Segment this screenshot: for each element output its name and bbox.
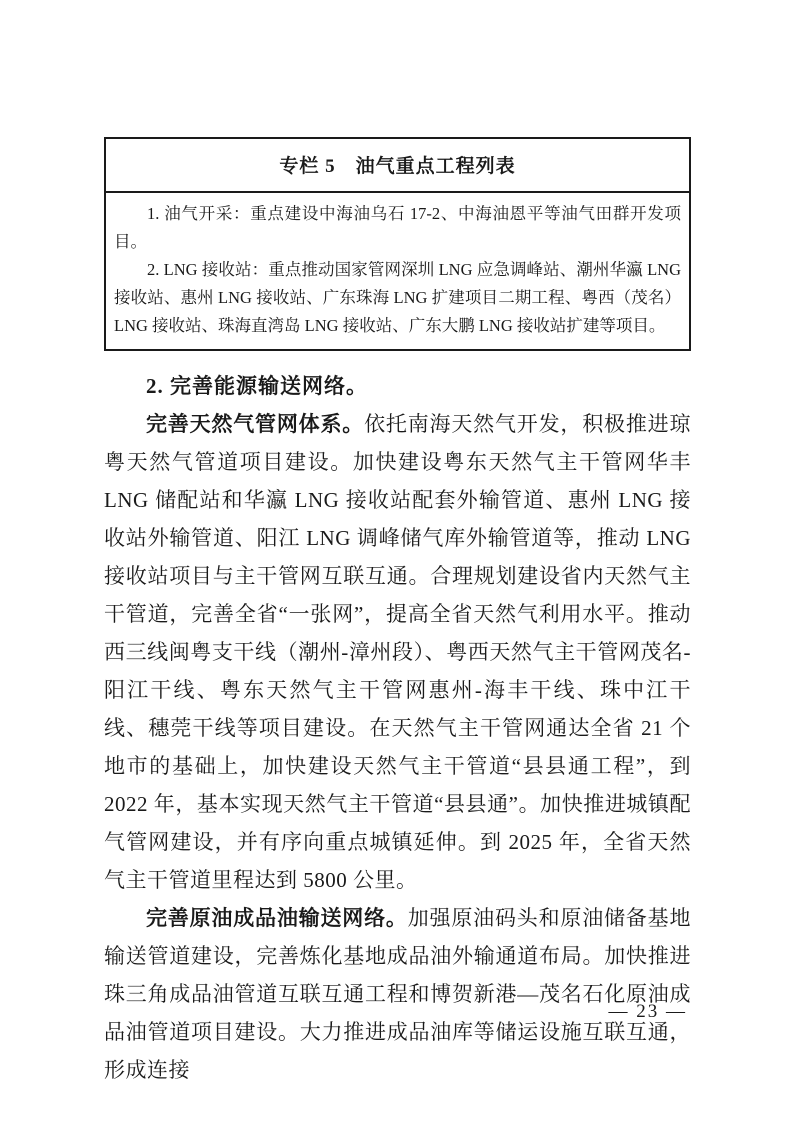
paragraph-lead-gas-pipeline: 完善天然气管网体系。 xyxy=(146,412,365,436)
body-text xyxy=(104,367,691,1089)
paragraph-lead-oil-products: 完善原油成品油输送网络。 xyxy=(146,906,408,930)
callout-box-body xyxy=(106,193,689,349)
callout-item-oil-gas-extraction: 1. 油气开采：重点建设中海油乌石 17-2、中海油恩平等油气田群开发项目。 xyxy=(114,204,681,251)
page-number: — 23 — xyxy=(608,1001,687,1022)
callout-box-title: 专栏 5 油气重点工程列表 xyxy=(106,139,689,193)
section-heading-energy-transmission: 2. 完善能源输送网络。 xyxy=(146,374,368,398)
callout-item-lng-terminals: 2. LNG 接收站：重点推动国家管网深圳 LNG 应急调峰站、潮州华瀛 LNG 接收站、惠州 LNG 接收站、广东珠海 LNG 扩建项目二期工程、粤西（茂名）LNG 接收站、珠海直湾岛 LNG 接收站、广东大鹏 LNG 接收站扩建等项目。 xyxy=(114,260,681,335)
paragraph-gas-pipeline-network xyxy=(104,405,691,899)
paragraph-oil-products-network xyxy=(104,899,691,1089)
page-content xyxy=(104,137,691,1089)
paragraph-text-gas-pipeline: 依托南海天然气开发，积极推进琼粤天然气管道项目建设。加快建设粤东天然气主干管网华丰 LNG 储配站和华瀛 LNG 接收站配套外输管道、惠州 LNG 接收站外输管道、阳江 LNG 调峰储气库外输管道等，推动 LNG 接收站项目与主干管网互联互通。合理规划建设省内天然气主干管道，完善全省“一张网”，提高全省天然气利用水平。推动西三线闽粤支干线（潮州-漳州段）、粤西天然气主干管网茂名-阳江干线、粤东天然气主干管网惠州-海丰干线、珠中江干线、穗莞干线等项目建设。在天然气主干管网通达全省 21 个地市的基础上，加快建设天然气主干管道“县县通工程”，到 2022 年，基本实现天然气主干管道“县县通”。加快推进城镇配气管网建设，并有序向重点城镇延伸。到 2025 年，全省天然气主干管道里程达到 5800 公里。 xyxy=(104,412,691,892)
callout-box xyxy=(104,137,691,351)
paragraph-text-oil-products: 加强原油码头和原油储备基地输送管道建设，完善炼化基地成品油外输通道布局。加快推进珠三角成品油管道互联互通工程和博贺新港—茂名石化原油成品油管道项目建设。大力推进成品油库等储运设施互联互通，形成连接 xyxy=(104,906,691,1082)
